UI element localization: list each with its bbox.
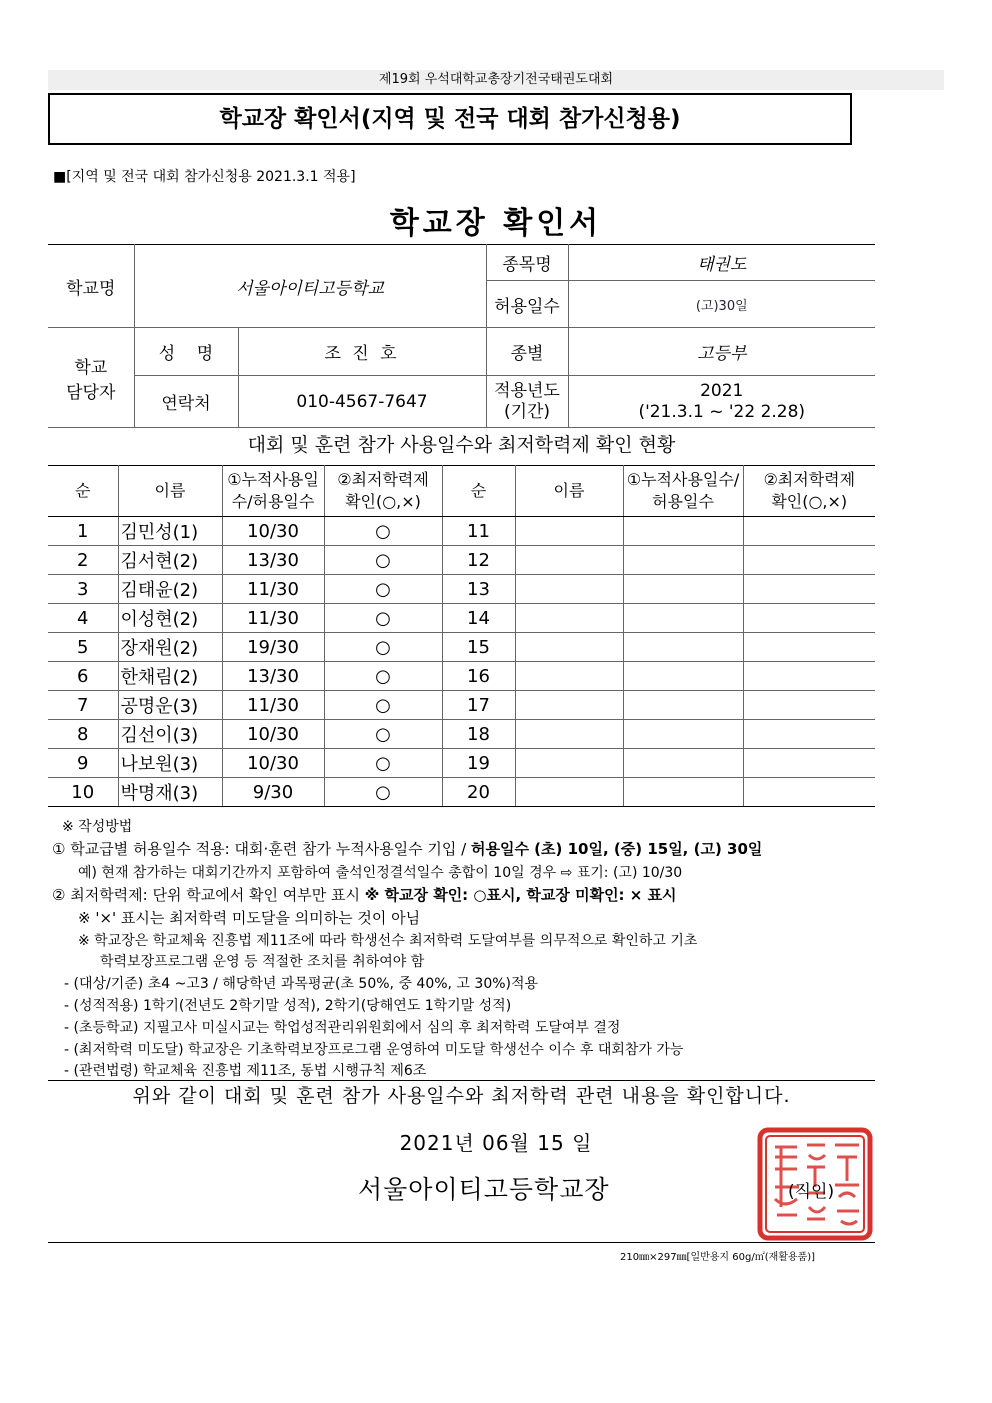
staff-name-label: 성 명	[134, 328, 238, 376]
notes-heading: ※ 작성방법	[62, 819, 133, 835]
athlete-name: 공명운(3)	[118, 691, 222, 720]
academic-check: ○	[324, 575, 442, 604]
contact-value: 010-4567-7647	[238, 376, 486, 428]
athlete-name-2	[515, 604, 623, 633]
row-number-2: 19	[442, 749, 515, 778]
used-days: 11/30	[222, 604, 324, 633]
col-name-2: 이름	[515, 466, 623, 517]
athlete-name-2	[515, 778, 623, 807]
note-1-bold: 허용일수 (초) 10일, (중) 15일, (고) 30일	[471, 840, 763, 858]
athlete-name: 박명재(3)	[118, 778, 222, 807]
category-label: 종별	[486, 328, 568, 376]
col-name: 이름	[118, 466, 222, 517]
academic-check-2	[743, 575, 875, 604]
academic-check-2	[743, 749, 875, 778]
used-days: 10/30	[222, 720, 324, 749]
principal-signature: 서울아이티고등학교장	[358, 1175, 610, 1204]
used-days-2	[623, 604, 743, 633]
row-number: 6	[48, 662, 118, 691]
academic-check-2	[743, 691, 875, 720]
event-value: 태권도	[568, 245, 875, 281]
col-no-2: 순	[442, 466, 515, 517]
academic-check: ○	[324, 778, 442, 807]
athlete-name-2	[515, 633, 623, 662]
staff-label: 학교 담당자	[48, 328, 134, 428]
row-number: 3	[48, 575, 118, 604]
event-label: 종목명	[486, 245, 568, 281]
row-number-2: 16	[442, 662, 515, 691]
athlete-name-2	[515, 517, 623, 546]
row-number: 4	[48, 604, 118, 633]
note-8: - (최저학력 미도달) 학교장은 기초학력보장프로그램 운영하여 미도달 학생선수 이수 후 대회참가 가능	[64, 1042, 684, 1058]
note-2-text: ② 최저학력제: 단위 학교에서 확인 여부만 표시	[52, 886, 365, 904]
table-row	[48, 575, 875, 604]
used-days: 11/30	[222, 575, 324, 604]
athlete-name: 나보원(3)	[118, 749, 222, 778]
used-days-2	[623, 633, 743, 662]
athlete-name-2	[515, 720, 623, 749]
allowed-days-value: (고)30일	[568, 281, 875, 328]
athlete-name: 한채림(2)	[118, 662, 222, 691]
note-5: - (대상/기준) 초4 ~고3 / 해당학년 과목평균(초 50%, 중 40%, 고 30%)적용	[64, 976, 539, 992]
bottom-divider	[48, 1242, 875, 1243]
col-days-2: ①누적사용일수/ 허용일수	[623, 466, 743, 517]
table-row	[48, 691, 875, 720]
table-row	[48, 604, 875, 633]
confirmation-statement: 위와 같이 대회 및 훈련 참가 사용일수와 최저학력 관련 내용을 확인합니다.	[132, 1085, 791, 1107]
allowed-days-label: 허용일수	[486, 281, 568, 328]
contact-label: 연락처	[134, 376, 238, 428]
table-row	[48, 517, 875, 546]
col-days: ①누적사용일 수/허용일수	[222, 466, 324, 517]
table-row	[48, 633, 875, 662]
athlete-name: 김서현(2)	[118, 546, 222, 575]
used-days: 10/30	[222, 749, 324, 778]
school-name-value: 서울아이티고등학교	[134, 245, 486, 328]
row-number-2: 12	[442, 546, 515, 575]
row-number: 10	[48, 778, 118, 807]
row-number-2: 14	[442, 604, 515, 633]
competition-header: 제19회 우석대학교총장기전국태권도대회	[48, 70, 944, 90]
athlete-name-2	[515, 749, 623, 778]
athlete-name-2	[515, 575, 623, 604]
row-number: 8	[48, 720, 118, 749]
academic-check-2	[743, 604, 875, 633]
athlete-name-2	[515, 691, 623, 720]
row-number: 5	[48, 633, 118, 662]
col-check: ②최저학력제 확인(○,×)	[324, 466, 442, 517]
used-days: 13/30	[222, 662, 324, 691]
athlete-name: 장재원(2)	[118, 633, 222, 662]
used-days-2	[623, 546, 743, 575]
col-no: 순	[48, 466, 118, 517]
academic-check-2	[743, 662, 875, 691]
athlete-name: 이성현(2)	[118, 604, 222, 633]
apply-year-value: 2021	[700, 380, 744, 401]
sub-note: ■[지역 및 전국 대회 참가신청용 2021.3.1 적용]	[53, 169, 356, 185]
apply-year-cell	[568, 376, 875, 428]
col-check-2: ②최저학력제 확인(○,×)	[743, 466, 875, 517]
row-number-2: 11	[442, 517, 515, 546]
academic-check: ○	[324, 546, 442, 575]
used-days-2	[623, 749, 743, 778]
note-1-text: ① 학교급별 허용일수 적용: 대회·훈련 참가 누적사용일수 기입 /	[52, 840, 471, 858]
used-days-2	[623, 517, 743, 546]
athlete-name-2	[515, 546, 623, 575]
seal-label: (직인)	[788, 1182, 835, 1202]
used-days-2	[623, 662, 743, 691]
table-row	[48, 778, 875, 807]
athlete-name: 김선이(3)	[118, 720, 222, 749]
table-row	[48, 662, 875, 691]
apply-period-value: ('21.3.1 ~ '22 2.28)	[638, 401, 806, 422]
academic-check-2	[743, 720, 875, 749]
academic-check: ○	[324, 604, 442, 633]
academic-check-2	[743, 778, 875, 807]
academic-check: ○	[324, 691, 442, 720]
athlete-name: 김민성(1)	[118, 517, 222, 546]
row-number-2: 17	[442, 691, 515, 720]
note-1-example: 예) 현재 참가하는 대회기간까지 포함하여 출석인정결석일수 총합이 10일 경우 ⇨ 표기: (고) 10/30	[78, 865, 683, 881]
note-6: - (성적적용) 1학기(전년도 2학기말 성적), 2학기(당해연도 1학기말 성적)	[64, 998, 512, 1014]
athlete-table	[48, 465, 875, 807]
note-4b: 학력보장프로그램 운영 등 적절한 조치를 취하여야 함	[100, 954, 425, 970]
used-days-2	[623, 720, 743, 749]
note-3: ※ '×' 표시는 최저학력 미도달을 의미하는 것이 아님	[78, 909, 421, 927]
note-2	[52, 884, 677, 905]
academic-check: ○	[324, 749, 442, 778]
used-days: 10/30	[222, 517, 324, 546]
table-row	[48, 749, 875, 778]
used-days-2	[623, 575, 743, 604]
note-9: - (관련법령) 학교체육 진흥법 제11조, 동법 시행규칙 제6조	[64, 1063, 427, 1079]
used-days-2	[623, 691, 743, 720]
paper-spec-footer: 210㎜×297㎜[일반용지 60g/㎡(재활용품)]	[620, 1252, 816, 1263]
row-number-2: 20	[442, 778, 515, 807]
academic-check-2	[743, 546, 875, 575]
document-title: 학교장 확인서(지역 및 전국 대회 참가신청용)	[48, 93, 852, 145]
staff-name-value: 조 진 호	[238, 328, 486, 376]
school-name-label: 학교명	[48, 245, 134, 328]
row-number: 2	[48, 546, 118, 575]
school-info-table	[48, 244, 875, 428]
row-number: 1	[48, 517, 118, 546]
academic-check: ○	[324, 662, 442, 691]
category-value: 고등부	[568, 328, 875, 376]
athlete-name-2	[515, 662, 623, 691]
row-number-2: 18	[442, 720, 515, 749]
used-days: 9/30	[222, 778, 324, 807]
row-number: 7	[48, 691, 118, 720]
main-title: 학교장 확인서	[389, 206, 603, 241]
status-title: 대회 및 훈련 참가 사용일수와 최저학력제 확인 현황	[247, 434, 676, 456]
note-2-bold: ※ 학교장 확인: ○표시, 학교장 미확인: × 표시	[364, 886, 677, 904]
used-days: 19/30	[222, 633, 324, 662]
row-number-2: 15	[442, 633, 515, 662]
academic-check: ○	[324, 633, 442, 662]
apply-year-label: 적용년도 (기간)	[486, 376, 568, 428]
used-days: 11/30	[222, 691, 324, 720]
table-row	[48, 546, 875, 575]
academic-check: ○	[324, 517, 442, 546]
note-4a: ※ 학교장은 학교체육 진흥법 제11조에 따라 학생선수 최저학력 도달여부를 의무적으로 확인하고 기초	[78, 933, 698, 949]
row-number: 9	[48, 749, 118, 778]
used-days: 13/30	[222, 546, 324, 575]
note-1	[52, 838, 762, 859]
academic-check-2	[743, 633, 875, 662]
used-days-2	[623, 778, 743, 807]
athlete-name: 김태윤(2)	[118, 575, 222, 604]
academic-check-2	[743, 517, 875, 546]
table-row	[48, 720, 875, 749]
note-7: - (초등학교) 지필고사 미실시교는 학업성적관리위원회에서 심의 후 최저학력 도달여부 결정	[64, 1020, 621, 1036]
academic-check: ○	[324, 720, 442, 749]
issue-date: 2021년 06월 15 일	[399, 1131, 593, 1155]
row-number-2: 13	[442, 575, 515, 604]
